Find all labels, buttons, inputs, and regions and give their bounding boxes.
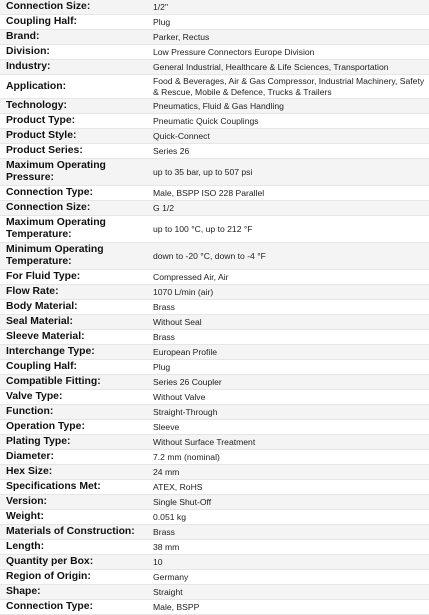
spec-value: Straight [147, 585, 429, 600]
spec-row [0, 45, 429, 60]
spec-value: Sleeve [147, 420, 429, 435]
spec-row [0, 315, 429, 330]
spec-row [0, 0, 429, 15]
spec-row [0, 243, 429, 270]
spec-value: Series 26 [147, 144, 429, 159]
spec-row [0, 420, 429, 435]
spec-row [0, 465, 429, 480]
spec-label: Weight: [0, 510, 147, 525]
spec-value: G 1/2 [147, 201, 429, 216]
spec-label: Connection Type: [0, 186, 147, 201]
spec-row [0, 15, 429, 30]
spec-row [0, 450, 429, 465]
spec-row [0, 435, 429, 450]
spec-value: Without Surface Treatment [147, 435, 429, 450]
spec-row [0, 585, 429, 600]
spec-row [0, 216, 429, 243]
spec-row [0, 129, 429, 144]
spec-label: Industry: [0, 60, 147, 75]
spec-label: Specifications Met: [0, 480, 147, 495]
spec-row [0, 510, 429, 525]
spec-label: Seal Material: [0, 315, 147, 330]
spec-label: Sleeve Material: [0, 330, 147, 345]
spec-value: up to 100 °C, up to 212 °F [147, 216, 429, 243]
spec-row [0, 600, 429, 615]
spec-label: Materials of Construction: [0, 525, 147, 540]
spec-row [0, 300, 429, 315]
spec-label: Valve Type: [0, 390, 147, 405]
spec-label: Function: [0, 405, 147, 420]
spec-value: up to 35 bar, up to 507 psi [147, 159, 429, 186]
spec-row [0, 144, 429, 159]
spec-row [0, 159, 429, 186]
spec-row [0, 30, 429, 45]
spec-label: Operation Type: [0, 420, 147, 435]
spec-value: 7.2 mm (nominal) [147, 450, 429, 465]
spec-value: Brass [147, 300, 429, 315]
spec-row [0, 330, 429, 345]
spec-value: down to -20 °C, down to -4 °F [147, 243, 429, 270]
spec-label: Length: [0, 540, 147, 555]
spec-value: Pneumatic Quick Couplings [147, 114, 429, 129]
spec-row [0, 540, 429, 555]
spec-row [0, 405, 429, 420]
spec-label: Maximum Operating Temperature: [0, 216, 147, 243]
spec-value: Low Pressure Connectors Europe Division [147, 45, 429, 60]
spec-row [0, 270, 429, 285]
spec-value: Brass [147, 525, 429, 540]
spec-row [0, 201, 429, 216]
spec-label: Compatible Fitting: [0, 375, 147, 390]
spec-label: Connection Size: [0, 0, 147, 15]
spec-value: Quick-Connect [147, 129, 429, 144]
spec-row [0, 555, 429, 570]
spec-value: 0.051 kg [147, 510, 429, 525]
spec-label: Region of Origin: [0, 570, 147, 585]
spec-value: Without Seal [147, 315, 429, 330]
spec-value: Male, BSPP [147, 600, 429, 615]
spec-value: Series 26 Coupler [147, 375, 429, 390]
spec-label: Technology: [0, 99, 147, 114]
spec-row [0, 75, 429, 99]
spec-label: Hex Size: [0, 465, 147, 480]
spec-label: Product Series: [0, 144, 147, 159]
spec-row [0, 375, 429, 390]
spec-label: Interchange Type: [0, 345, 147, 360]
spec-value: European Profile [147, 345, 429, 360]
spec-label: Quantity per Box: [0, 555, 147, 570]
spec-value: Brass [147, 330, 429, 345]
spec-row [0, 525, 429, 540]
spec-label: Product Type: [0, 114, 147, 129]
spec-row [0, 285, 429, 300]
spec-label: Product Style: [0, 129, 147, 144]
spec-label: Plating Type: [0, 435, 147, 450]
spec-value: Straight-Through [147, 405, 429, 420]
spec-label: Application: [0, 75, 147, 99]
spec-label: Coupling Half: [0, 360, 147, 375]
spec-value: Pneumatics, Fluid & Gas Handling [147, 99, 429, 114]
spec-label: Brand: [0, 30, 147, 45]
spec-label: Shape: [0, 585, 147, 600]
spec-label: Maximum Operating Pressure: [0, 159, 147, 186]
spec-label: Version: [0, 495, 147, 510]
spec-value: Food & Beverages, Air & Gas Compressor, Industrial Machinery, Safety & Rescue, Mobile & Defence, Trucks & Trailers [147, 75, 429, 99]
spec-value: 1/2" [147, 0, 429, 15]
spec-row [0, 480, 429, 495]
spec-row [0, 114, 429, 129]
spec-row [0, 345, 429, 360]
spec-value: Single Shut-Off [147, 495, 429, 510]
spec-value: Male, BSPP ISO 228 Parallel [147, 186, 429, 201]
spec-value: Plug [147, 15, 429, 30]
spec-label: For Fluid Type: [0, 270, 147, 285]
spec-value: 24 mm [147, 465, 429, 480]
spec-label: Minimum Operating Temperature: [0, 243, 147, 270]
spec-label: Diameter: [0, 450, 147, 465]
spec-label: Connection Type: [0, 600, 147, 615]
spec-label: Division: [0, 45, 147, 60]
spec-value: 38 mm [147, 540, 429, 555]
spec-row [0, 99, 429, 114]
spec-row [0, 495, 429, 510]
spec-value: Compressed Air, Air [147, 270, 429, 285]
spec-row [0, 60, 429, 75]
spec-label: Flow Rate: [0, 285, 147, 300]
spec-value: 10 [147, 555, 429, 570]
spec-row [0, 360, 429, 375]
spec-row [0, 390, 429, 405]
spec-label: Body Material: [0, 300, 147, 315]
spec-row [0, 186, 429, 201]
spec-value: General Industrial, Healthcare & Life Sciences, Transportation [147, 60, 429, 75]
spec-label: Connection Size: [0, 201, 147, 216]
spec-label: Coupling Half: [0, 15, 147, 30]
spec-value: Parker, Rectus [147, 30, 429, 45]
spec-value: Without Valve [147, 390, 429, 405]
spec-value: Plug [147, 360, 429, 375]
spec-row [0, 570, 429, 585]
spec-value: Germany [147, 570, 429, 585]
spec-value: 1070 L/min (air) [147, 285, 429, 300]
spec-value: ATEX, RoHS [147, 480, 429, 495]
